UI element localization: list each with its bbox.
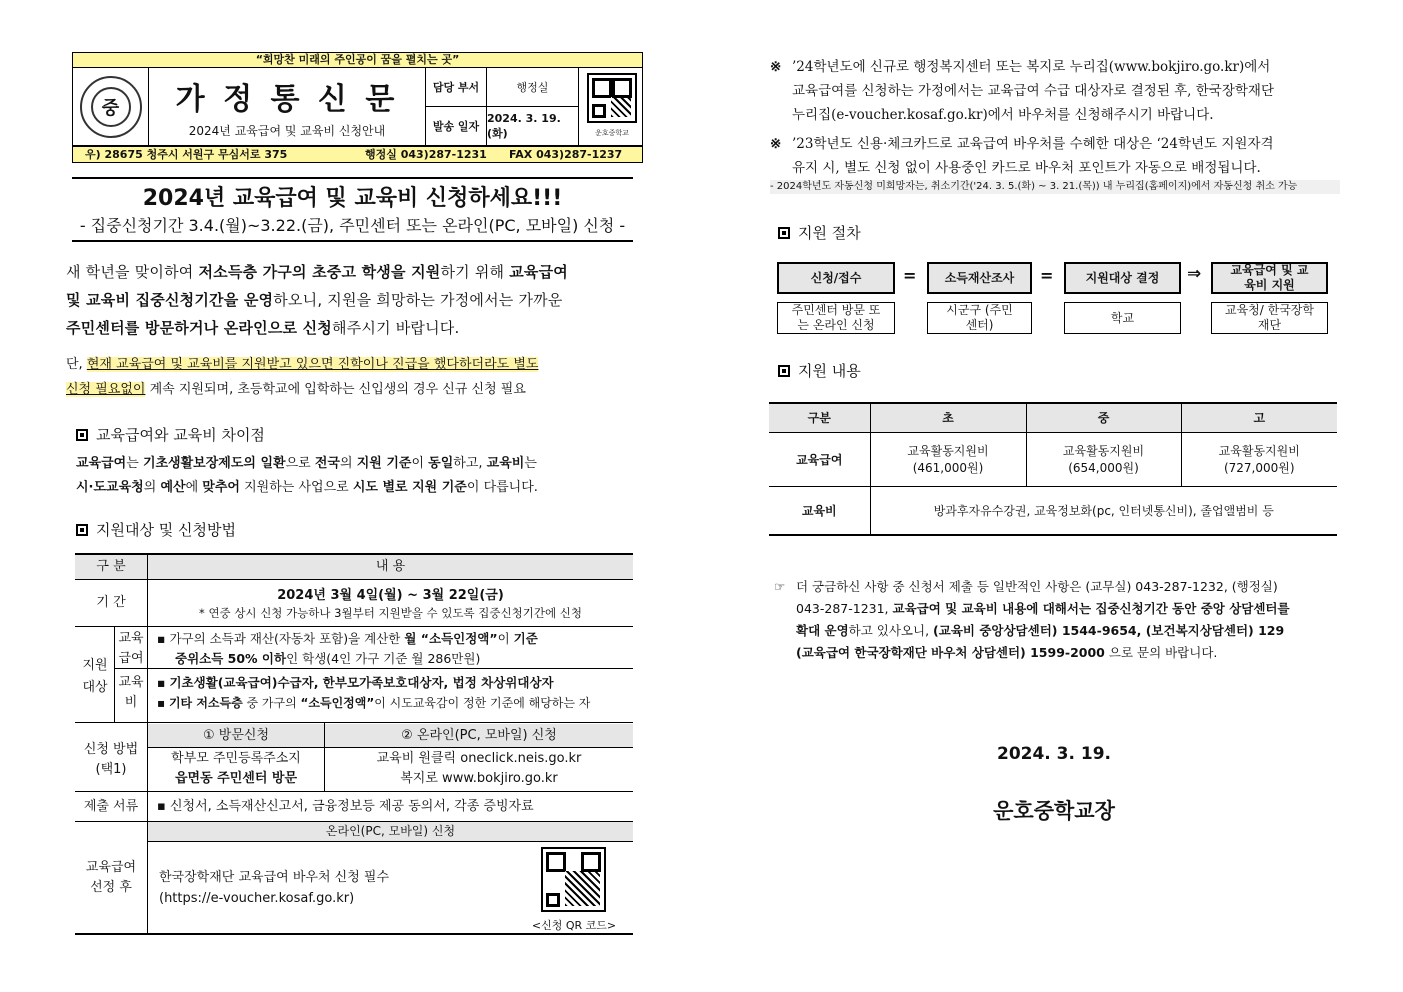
- target-heading: 지원대상 및 신청방법: [76, 519, 236, 540]
- visit-line-1: 학부모 주민등록주소지: [171, 751, 301, 766]
- square-bullet-icon: [778, 227, 790, 239]
- footer-date: 2024. 3. 19.: [996, 744, 1111, 764]
- step-support-desc: 교육청/ 한국장학재단: [1211, 302, 1328, 334]
- header-qr-code-icon: [587, 73, 637, 123]
- edu-cost-text: ▪ 기초생활(교육급여)수급자, 한부모가족보호대상자, 법정 차상위대상자 ▪ 기타 저소득층 중 가구의 “소득인정액”이 시도교육감이 정한 기준에 해당하는 자: [157, 675, 591, 710]
- after-line-1: 한국장학재단 교육급여 바우처 신청 필수: [159, 870, 390, 885]
- visit-line-2: 읍면동 주민센터 방문: [174, 771, 298, 786]
- edu-benefit-label: 교육 급여: [118, 631, 144, 666]
- online-line-1: 교육비 원클릭 oneclick.neis.go.kr: [376, 751, 582, 766]
- content-table: [769, 402, 1337, 536]
- date-value: 2024. 3. 19.(화): [486, 106, 579, 146]
- date-label: 발송 일자: [425, 106, 487, 146]
- online-line-2: 복지로 www.bokjiro.go.kr: [400, 771, 558, 786]
- main-subtitle: - 집중신청기간 3.4.(월)~3.22.(금), 주민센터 또는 온라인(PC, 모바일) 신청 -: [79, 216, 626, 235]
- period-value: 2024년 3월 4일(월) ~ 3월 22일(금): [277, 588, 504, 603]
- step-eq-2: =: [1040, 266, 1054, 285]
- title-rule-bottom: [72, 240, 633, 242]
- procedure-heading: 지원 절차: [778, 222, 861, 243]
- step-survey-desc: 시군구 (주민센터): [927, 302, 1032, 334]
- office-fax: FAX 043)287-1237: [509, 148, 623, 161]
- step-survey: 소득재산조사: [927, 262, 1032, 294]
- target-col1-header: 구 분: [75, 555, 147, 579]
- newsletter-subtitle: 2024년 교육급여 및 교육비 신청안내: [188, 124, 386, 138]
- target-table: [75, 553, 633, 935]
- content-h3: 고: [1181, 403, 1337, 432]
- edu-cost-label: 교육 비: [118, 675, 144, 710]
- main-title: 2024년 교육급여 및 교육비 신청하세요!!!: [142, 186, 563, 211]
- contact-paragraph: ☞ 더 궁금하신 사항 중 신청서 제출 등 일반적인 사항은 (교무실) 043-287-1232, (행정실) 043-287-1231, 교육급여 및 교육비 내용에 대해서는 집중신청기간 동안 중앙 상담센터를 확대 운영하고 있사오니, (교육비 중앙상담센터) 1544-9654, (보건복지상담센터) 129 (교육급여 한국장학재단 바우처 상담센터) 1599-2000 으로 문의 바랍니다.: [774, 576, 1340, 664]
- period-note: * 연중 상시 신청 가능하나 3월부터 지원받을 수 있도록 집중신청기간에 신청: [199, 606, 582, 620]
- newsletter-title: 가 정 통 신 문: [175, 82, 399, 117]
- apply-qr-code-icon[interactable]: [541, 847, 606, 912]
- docs-value: ▪ 신청서, 소득재산신고서, 금융정보등 제공 동의서, 각종 증빙자료: [157, 799, 534, 814]
- content-h0: 구분: [769, 403, 870, 432]
- square-bullet-icon: [778, 365, 790, 377]
- content-r2-label: 교육비: [769, 486, 870, 535]
- office-tel: 행정실 043)287-1231: [365, 148, 487, 161]
- method-label: 신청 방법 (택1): [83, 742, 139, 777]
- step-decide-desc: 학교: [1064, 302, 1181, 334]
- content-h1: 초: [870, 403, 1026, 432]
- apply-qr-label: <신청 QR 코드>: [531, 919, 617, 932]
- docs-label: 제출 서류: [83, 799, 139, 814]
- content-r1-c3: 교육활동지원비 (727,000원): [1181, 432, 1337, 486]
- square-bullet-icon: [76, 429, 88, 441]
- content-r1-c1: 교육활동지원비 (461,000원): [870, 432, 1026, 486]
- diff-paragraph: 교육급여는 기초생활보장제도의 일환으로 전국의 지원 기준이 동일하고, 교육비는 시·도교육청의 예산에 맞추어 지원하는 사업으로 시도 별로 지원 기준이 다릅니다.: [76, 456, 538, 495]
- step-apply: 신청/접수: [777, 262, 895, 294]
- content-h2: 중: [1026, 403, 1181, 432]
- target-col2-header: 내 용: [148, 555, 633, 579]
- school-emblem-icon: 중: [73, 68, 149, 145]
- after-line-2: (https://e-voucher.kosaf.go.kr): [159, 891, 355, 906]
- online-head: ② 온라인(PC, 모바일) 신청: [325, 724, 633, 747]
- note-3: - 2024학년도 자동신청 미희망자는, 취소기간('24. 3. 5.(화) ~ 3. 21.(목)) 내 누리집(홈페이지)에서 자동신청 취소 가능: [770, 180, 1340, 194]
- title-rule-top: [72, 177, 633, 179]
- after-head: 온라인(PC, 모바일) 신청: [148, 822, 633, 841]
- edu-benefit-text: ▪ 가구의 소득과 재산(자동차 포함)을 계산한 월 “소득인정액”이 기준 중위소득 50% 이하인 학생(4인 가구 기준 월 286만원): [157, 631, 538, 666]
- period-label: 기 간: [96, 595, 126, 610]
- footer-signer: 운호중학교장: [993, 799, 1115, 823]
- visit-head: ① 방문신청: [148, 724, 324, 747]
- dept-label: 담당 부서: [425, 67, 487, 107]
- diff-heading: 교육급여와 교육비 차이점: [76, 424, 265, 445]
- pointing-hand-icon: ☞: [774, 579, 786, 594]
- step-arrow: ⇒: [1187, 264, 1202, 284]
- support-label: 지원 대상: [82, 658, 108, 695]
- content-r2-value: 방과후자유수강권, 교육정보화(pc, 인터넷통신비), 졸업앨범비 등: [870, 486, 1337, 535]
- step-eq-1: =: [903, 266, 917, 285]
- note-1: ※ ’24학년도에 신규로 행정복지센터 또는 복지로 누리집(www.bokjiro.go.kr)에서 교육급여를 신청하는 가정에서는 교육급여 수급 대상자로 결정된 후, 한국장학재단 누리집(e-voucher.kosaf.go.kr)에서 바우처를 신청해주시기 바랍니다.: [770, 59, 1275, 123]
- content-r1-c2: 교육활동지원비 (654,000원): [1026, 432, 1181, 486]
- step-decide: 지원대상 결정: [1064, 262, 1181, 294]
- header-qr-caption: 운호중학교: [595, 129, 629, 137]
- square-bullet-icon: [76, 524, 88, 536]
- step-apply-desc: 주민센터 방문 또는 온라인 신청: [777, 302, 895, 334]
- slogan: “희망찬 미래의 주인공이 꿈을 펼치는 곳”: [72, 52, 643, 68]
- address-bar: [72, 146, 643, 163]
- newsletter-header: [72, 68, 643, 146]
- address: 우) 28675 청주시 서원구 무심서로 375: [85, 148, 288, 161]
- step-support: 교육급여 및 교육비 지원: [1211, 262, 1328, 294]
- dept-value: 행정실: [486, 67, 579, 107]
- intro-paragraph: 새 학년을 맞이하여 저소득층 가구의 초중고 학생을 지원하기 위해 교육급여 및 교육비 집중신청기간을 운영하오니, 지원을 희망하는 가정에서는 가까운 주민센터를 방문하거나 온라인으로 신청해주시기 바랍니다.: [66, 263, 568, 337]
- content-heading: 지원 내용: [778, 360, 861, 381]
- note-2: ※ ’23학년도 신용·체크카드로 교육급여 바우처를 수혜한 대상은 ‘24학년도 지원자격 유지 시, 별도 신청 없이 사용중인 카드로 바우처 포인트가 자동으로 배정됩니다.: [770, 136, 1274, 176]
- after-label: 교육급여 선정 후: [85, 860, 137, 895]
- content-r1-label: 교육급여: [769, 432, 870, 486]
- intro-note: 단, 현재 교육급여 및 교육비를 지원받고 있으면 진학이나 진급을 했다하더라도 별도 신청 필요없이 계속 지원되며, 초등학교에 입학하는 신입생의 경우 신규 신청 필요: [66, 357, 539, 397]
